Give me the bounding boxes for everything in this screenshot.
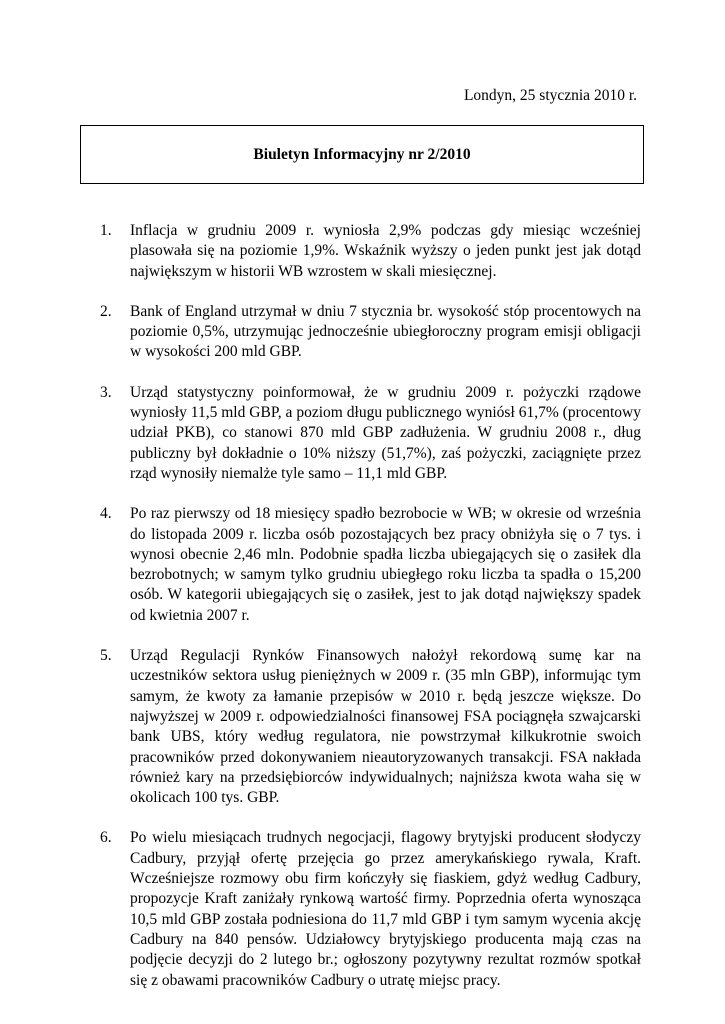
bulletin-title: Biuletyn Informacyjny nr 2/2010	[253, 145, 471, 163]
item-text: Urząd statystyczny poinformował, że w grudniu 2009 r. pożyczki rządowe wyniosły 11,5 mld GBP, a poziom długu publicznego wyniósł 61,7% (procentowy udział PKB), co stanowi 870 mld GBP zadłużenia. W grudniu 2008 r., dług publiczny był dokładnie o 10% niższy (51,7%), zaś pożyczki, zaciągnięte przez rząd wynosiły niemalże tyle samo – 11,1 mld GBP.	[130, 383, 641, 482]
list-item	[100, 504, 641, 626]
place-date: Londyn, 25 stycznia 2010 r.	[463, 87, 637, 104]
list-item	[100, 383, 641, 484]
title-box	[80, 125, 644, 184]
item-text: Inflacja w grudniu 2009 r. wyniosła 2,9% podczas gdy miesiąc wcześniej plasowała się na poziomie 1,9%. Wskaźnik wyższy o jeden punkt jest jak dotąd największym w historii WB wzrostem w skali miesięcznej.	[130, 222, 641, 280]
item-text: Bank of England utrzymał w dniu 7 stycznia br. wysokość stóp procentowych na poziomie 0,5%, utrzymując jednocześnie ubiegłoroczny program emisji obligacji w wysokości 200 mld GBP.	[130, 302, 641, 361]
item-number: 2.	[100, 302, 112, 320]
item-text: Po raz pierwszy od 18 miesięcy spadło bezrobocie w WB; w okresie od września do listopada 2009 r. liczba osób pozostających bez pracy obniżyła się o 7 tys. i wynosi obecnie 2,46 mln. Podobnie spadła liczba ubiegających się o zasiłek dla bezrobotnych; w samym tylko grudniu ubiegłego roku liczba ta spadła o 15,200 osób. W kategorii ubiegających się o zasiłek, jest to jak dotąd największy spadek od kwietnia 2007 r.	[130, 505, 641, 624]
item-number: 1.	[100, 222, 112, 239]
item-number: 3.	[100, 383, 112, 401]
item-number: 6.	[100, 829, 112, 847]
item-number: 5.	[100, 647, 112, 665]
item-text: Urząd Regulacji Rynków Finansowych nałożył rekordową sumę kar na uczestników sektora usług pieniężnych w 2009 r. (35 mln GBP), informując tym samym, że kwoty za łamanie przepisów w 2010 r. będą jeszcze większe. Do najwyższej w 2009 r. odpowiedzialności finansowej FSA pociągnęła szwajcarski bank UBS, który według regulatora, nie powstrzymał kilkukrotnie swoich pracowników przed dokonywaniem nieautoryzowanych transakcji. FSA nakłada również kary na przedsiębiorców indywidualnych; najniższa kwota waha się w okolicach 100 tys. GBP.	[130, 647, 641, 807]
bulletin-list	[100, 221, 641, 1011]
list-item	[100, 828, 641, 990]
list-item	[100, 302, 641, 363]
item-text: Po wielu miesiącach trudnych negocjacji, flagowy brytyjski producent słodyczy Cadbury, przyjął ofertę przejęcia go przez amerykańskiego rywala, Kraft. Wcześniejsze rozmowy obu firm kończyły się fiaskiem, gdyż według Cadbury, propozycje Kraft zaniżały rynkową wartość firmy. Poprzednia oferta wynosząca 10,5 mld GBP została podniesiona do 11,7 mld GBP i tym samym wycenia akcję Cadbury na 840 pensów. Udziałowcy brytyjskiego producenta mają czas na podjęcie decyzji do 2 lutego br.; ogłoszony pozytywny rezultat rozmów spotkał się z obawami pracowników Cadbury o utratę miejsc pracy.	[130, 829, 641, 989]
list-item	[100, 221, 641, 282]
item-number: 4.	[100, 505, 112, 523]
list-item	[100, 646, 641, 808]
